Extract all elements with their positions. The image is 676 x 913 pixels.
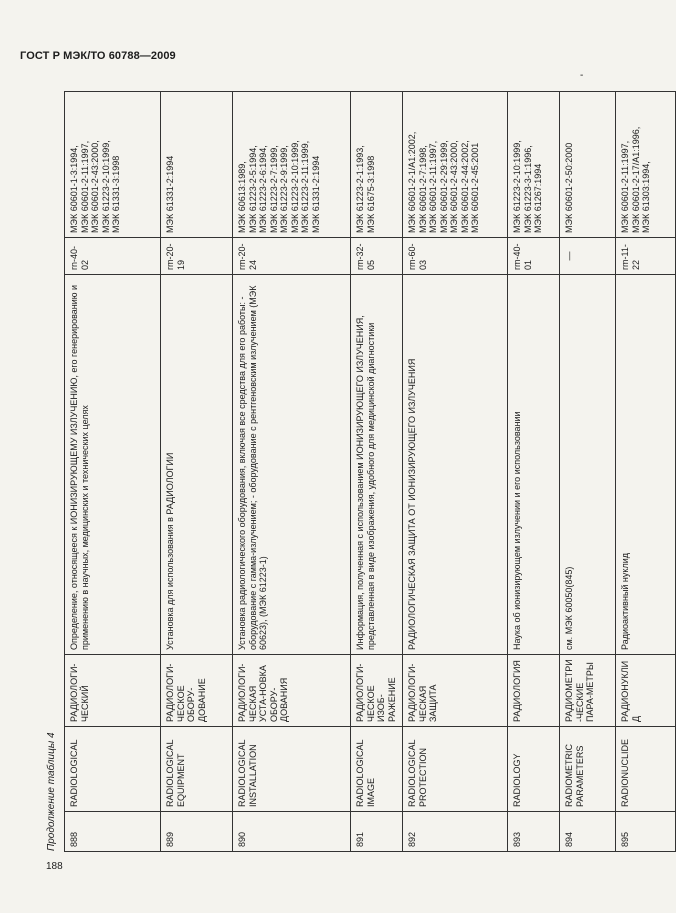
- table-caption: Продолжение таблицы 4: [46, 732, 57, 851]
- term-number-cell: 894: [560, 812, 616, 852]
- reference-item: МЭК 60601-2-45:2001: [470, 142, 480, 233]
- term-code-cell: rm-20-19: [161, 238, 233, 275]
- english-term-cell: RADIOLOGICAL: [65, 727, 161, 812]
- term-code-cell: rn-40-02: [65, 238, 161, 275]
- page-number: 188: [46, 861, 63, 872]
- english-term-cell: RADIOLOGICAL IMAGE: [351, 727, 403, 812]
- standard-references-cell: [161, 92, 233, 238]
- russian-term-cell: РАДИОЛОГИЯ: [508, 655, 560, 727]
- reference-item: МЭК 60601-2-50:2000: [564, 142, 574, 233]
- definition-cell: Радиоактивный нуклид: [616, 275, 676, 655]
- corner-mark: -: [580, 70, 584, 81]
- table-row: [161, 92, 233, 852]
- reference-item: МЭК 61331-3:1998: [111, 155, 121, 233]
- russian-term-cell: РАДИОЛОГИ-ЧЕСКИЙ: [65, 655, 161, 727]
- definition-cell: Установка радиологического оборудования, включая все средства для его работы: - оборудование с гамма-излучением; - оборудование с рентгеновским излучением (МЭК 60623), (МЭК 61223-1): [233, 275, 351, 655]
- rotated-table-container: [64, 92, 651, 852]
- table-row: [65, 92, 161, 852]
- standard-references-cell: [508, 92, 560, 238]
- reference-item: МЭК 61223-2-5:1994,: [247, 145, 258, 233]
- reference-item: МЭК 61675-3:1998: [365, 155, 376, 233]
- term-code-cell: rm-32-05: [351, 238, 403, 275]
- document-header: ГОСТ Р МЭК/ТО 60788—2009: [20, 50, 176, 62]
- definition-cell: Информация, полученная с использованием ИОНИЗИРУЮЩЕГО ИЗЛУЧЕНИЯ, представленная в виде изображения, удобного для медицинской диагностики: [351, 275, 403, 655]
- definition-cell: Установка для использования в РАДИОЛОГИИ: [161, 275, 233, 655]
- standard-references-cell: [351, 92, 403, 238]
- english-term-cell: RADIOLOGY: [508, 727, 560, 812]
- reference-item: МЭК 61267:1994: [533, 163, 543, 233]
- term-number-cell: 888: [65, 812, 161, 852]
- reference-item: МЭК 61223-2-10:1999,: [289, 140, 300, 233]
- russian-term-cell: РАДИОНУКЛИД: [616, 655, 676, 727]
- russian-term-cell: РАДИОЛОГИ-ЧЕСКАЯ ЗАЩИТА: [403, 655, 508, 727]
- table-row: [233, 92, 351, 852]
- table-row: [403, 92, 508, 852]
- reference-item: МЭК 60601-2-11:1997,: [79, 140, 90, 233]
- reference-item: МЭК 60601-2-11:1997,: [620, 140, 630, 233]
- standard-references-cell: [233, 92, 351, 238]
- reference-item: МЭК 61223-2-6:1994,: [258, 145, 268, 233]
- term-number-cell: 890: [233, 812, 351, 852]
- reference-item: МЭК 61223-2-1:1993,: [355, 145, 365, 233]
- reference-item: МЭК 60601-2-1/А1:2002,: [407, 131, 417, 233]
- reference-item: МЭК 61223-2-11:1999,: [300, 140, 310, 233]
- russian-term-cell: РАДИОМЕТРИ-ЧЕСКИЕ ПАРА-МЕТРЫ: [560, 655, 616, 727]
- reference-item: МЭК 61223-3-1:1996,: [522, 145, 533, 233]
- english-term-cell: RADIONUCLIDE: [616, 727, 676, 812]
- definition-cell: Наука об ионизирующем излучении и его использовании: [508, 275, 560, 655]
- term-code-cell: rm-11-22: [616, 238, 676, 275]
- term-code-cell: rm-40-01: [508, 238, 560, 275]
- reference-item: МЭК 60601-2-7:1998,: [417, 145, 428, 233]
- definition-cell: РАДИОЛОГИЧЕСКАЯ ЗАЩИТА ОТ ИОНИЗИРУЮЩЕГО ИЗЛУЧЕНИЯ: [403, 275, 508, 655]
- reference-item: МЭК 61331-2:1994: [165, 155, 175, 233]
- term-number-cell: 892: [403, 812, 508, 852]
- terms-table-body: [65, 92, 676, 852]
- reference-item: МЭК 60601-2-11:1997,: [428, 140, 438, 233]
- term-number-cell: 891: [351, 812, 403, 852]
- terms-table: [64, 91, 676, 852]
- term-number-cell: 889: [161, 812, 233, 852]
- reference-item: МЭК 60601-2-43:2000,: [90, 140, 100, 233]
- english-term-cell: RADIOLOGICAL INSTALLATION: [233, 727, 351, 812]
- reference-item: МЭК 61331-2:1994: [310, 155, 321, 233]
- definition-cell: Определение, относящееся к ИОНИЗИРУЮЩЕМУ ИЗЛУЧЕНИЮ, его генерированию и применению в научных, медицинских и технических целях: [65, 275, 161, 655]
- reference-item: МЭК 61223-2-10:1999,: [100, 140, 111, 233]
- reference-item: МЭК 60601-2-44:2002,: [459, 140, 470, 233]
- russian-term-cell: РАДИОЛОГИ-ЧЕСКАЯ УСТА-НОВКА ОБОРУ-ДОВАНИЯ: [233, 655, 351, 727]
- reference-item: МЭК 61303:1994,: [641, 161, 651, 233]
- reference-item: МЭК 61223-2-9:1999,: [279, 145, 289, 233]
- term-code-cell: —: [560, 238, 616, 275]
- reference-item: МЭК 60601-1-3:1994,: [69, 145, 79, 233]
- english-term-cell: RADIOLOGICAL PROTECTION: [403, 727, 508, 812]
- reference-item: МЭК 61223-2-7:1999,: [268, 145, 279, 233]
- reference-item: МЭК 60601-2-43:2000,: [449, 140, 459, 233]
- reference-item: МЭК 60601-2-29:1999,: [438, 140, 449, 233]
- standard-references-cell: [560, 92, 616, 238]
- reference-item: МЭК 60601-2-17/А1:1996,: [630, 126, 641, 233]
- table-row: [508, 92, 560, 852]
- english-term-cell: RADIOLOGICAL EQUIPMENT: [161, 727, 233, 812]
- standard-references-cell: [616, 92, 676, 238]
- standard-references-cell: [403, 92, 508, 238]
- term-number-cell: 895: [616, 812, 676, 852]
- table-row: [351, 92, 403, 852]
- standard-references-cell: [65, 92, 161, 238]
- reference-item: МЭК 61223-2-10:1999,: [512, 140, 522, 233]
- term-code-cell: rm-60-03: [403, 238, 508, 275]
- russian-term-cell: РАДИОЛОГИ-ЧЕСКОЕ ИЗОБ-РАЖЕНИЕ: [351, 655, 403, 727]
- definition-cell: см. МЭК 60050(845): [560, 275, 616, 655]
- reference-item: МЭК 60613:1989,: [237, 161, 247, 233]
- table-row: [616, 92, 676, 852]
- russian-term-cell: РАДИОЛОГИ-ЧЕСКОЕ ОБОРУ-ДОВАНИЕ: [161, 655, 233, 727]
- term-number-cell: 893: [508, 812, 560, 852]
- term-code-cell: rm-20-24: [233, 238, 351, 275]
- table-row: [560, 92, 616, 852]
- english-term-cell: RADIOMETRIC PARAMETERS: [560, 727, 616, 812]
